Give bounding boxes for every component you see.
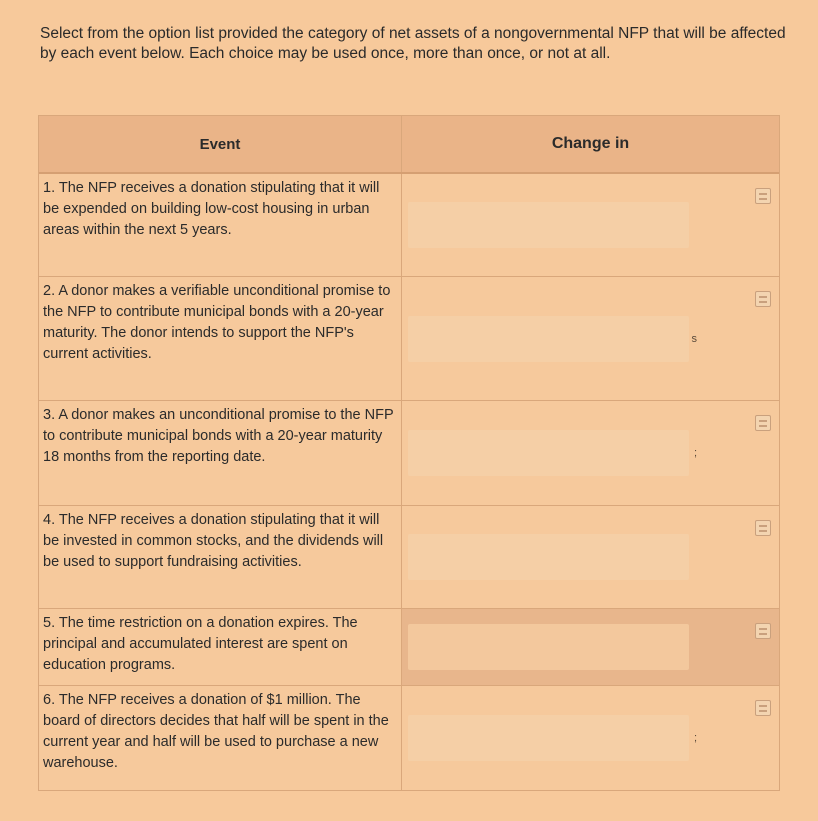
- category-dropdown-1[interactable]: [408, 202, 689, 248]
- list-icon[interactable]: [755, 415, 771, 431]
- event-text-5: 5. The time restriction on a donation expires. The principal and accumulated interest are spent on education programs.: [39, 609, 402, 685]
- list-icon[interactable]: [755, 188, 771, 204]
- event-text-3: 3. A donor makes an unconditional promise to the NFP to contribute municipal bonds with a 20-year maturity 18 months from the reporting date.: [39, 401, 402, 505]
- table-row: [39, 609, 779, 686]
- change-cell-1: [402, 174, 779, 276]
- change-cell-2: [402, 277, 779, 400]
- table-row: [39, 174, 779, 277]
- change-cell-4: [402, 506, 779, 608]
- change-cell-6: [402, 686, 779, 790]
- events-table: [38, 115, 780, 791]
- instructions: Select from the option list provided the category of net assets of a nongovernmental NFP that will be affected by each event below. Each choice may be used once, more than once, or not at all.: [40, 25, 786, 62]
- cell-marker-3: ;: [693, 447, 697, 459]
- table-row: [39, 401, 779, 506]
- category-dropdown-5[interactable]: [408, 624, 689, 670]
- change-column-header: Change in: [551, 135, 630, 152]
- event-text-6: 6. The NFP receives a donation of $1 million. The board of directors decides that half will be spent in the current year and half will be used to purchase a new warehouse.: [39, 686, 402, 790]
- event-text-1: 1. The NFP receives a donation stipulating that it will be expended on building low-cost housing in urban areas within the next 5 years.: [39, 174, 402, 276]
- category-dropdown-3[interactable]: [408, 430, 689, 476]
- table-row: [39, 506, 779, 609]
- table-header: [39, 116, 779, 174]
- category-dropdown-2[interactable]: [408, 316, 689, 362]
- change-cell-5: [402, 609, 779, 685]
- category-dropdown-4[interactable]: [408, 534, 689, 580]
- list-icon[interactable]: [755, 623, 771, 639]
- event-text-4: 4. The NFP receives a donation stipulating that it will be invested in common stocks, and the dividends will be used to support fundraising activities.: [39, 506, 402, 608]
- list-icon[interactable]: [755, 520, 771, 536]
- change-cell-3: [402, 401, 779, 505]
- table-row: [39, 686, 779, 790]
- table-row: [39, 277, 779, 401]
- event-column-header: Event: [39, 116, 402, 172]
- category-dropdown-6[interactable]: [408, 715, 689, 761]
- cell-marker-6: ;: [693, 732, 697, 744]
- event-text-2: 2. A donor makes a verifiable unconditional promise to the NFP to contribute municipal bonds with a 20-year maturity. The donor intends to support the NFP's current activities.: [39, 277, 402, 400]
- cell-marker-2: s: [691, 332, 697, 345]
- list-icon[interactable]: [755, 291, 771, 307]
- list-icon[interactable]: [755, 700, 771, 716]
